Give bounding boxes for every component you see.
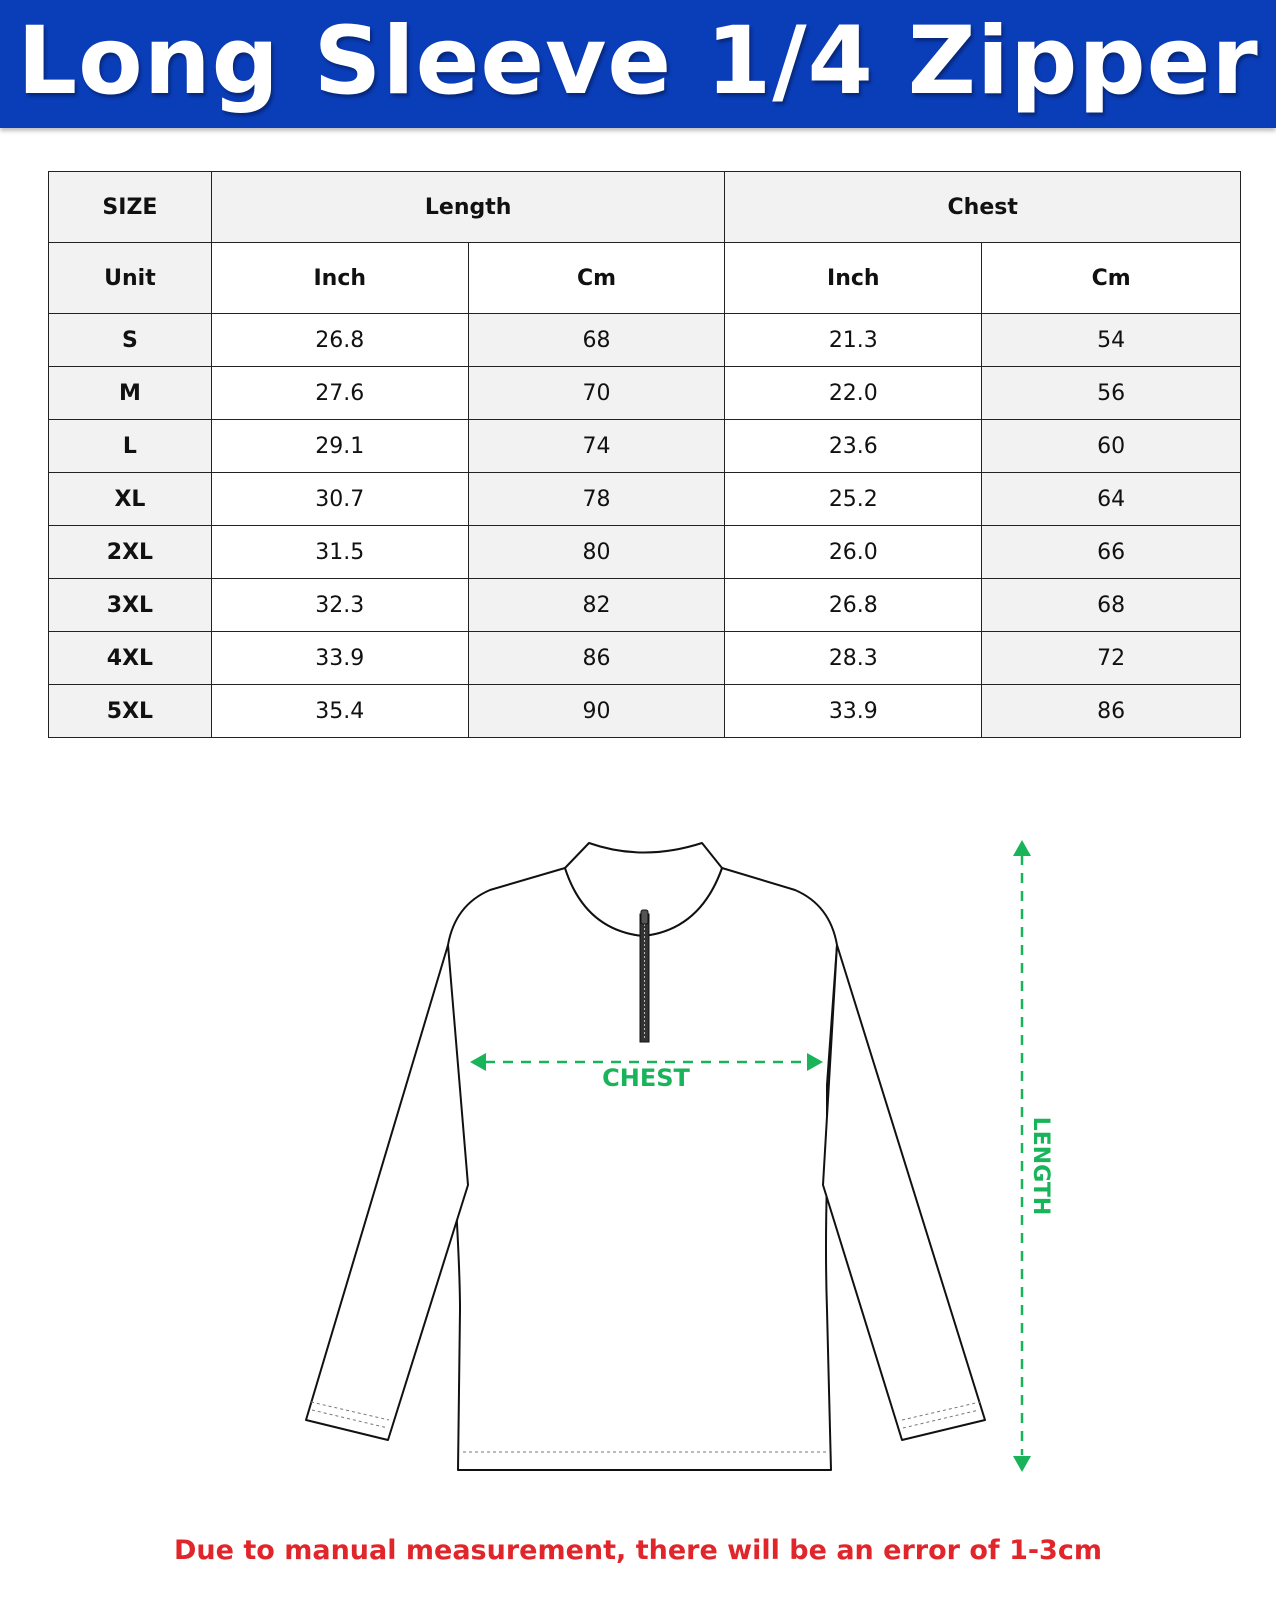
chest-cm-cell: 60 <box>982 420 1241 473</box>
length-inch-cell: 35.4 <box>211 685 468 738</box>
chest-cm-cell: 72 <box>982 632 1241 685</box>
length-inch-cell: 33.9 <box>211 632 468 685</box>
table-row <box>49 420 1241 473</box>
chest-label: CHEST <box>602 1064 690 1092</box>
chest-inch-cell: 26.0 <box>725 526 982 579</box>
length-inch-cell: 32.3 <box>211 579 468 632</box>
length-cm-cell: 70 <box>468 367 725 420</box>
chest-cm-cell: 64 <box>982 473 1241 526</box>
chest-header: Chest <box>725 172 1241 243</box>
length-cm-cell: 74 <box>468 420 725 473</box>
chest-cm-cell: 86 <box>982 685 1241 738</box>
unit-header-row <box>49 243 1241 314</box>
table-row <box>49 685 1241 738</box>
table-row <box>49 314 1241 367</box>
unit-header: Unit <box>49 243 212 314</box>
size-cell: 3XL <box>49 579 212 632</box>
length-cm-cell: 78 <box>468 473 725 526</box>
page-title: Long Sleeve 1/4 Zipper <box>17 7 1259 116</box>
table-header-row <box>49 172 1241 243</box>
chest-cm-cell: 68 <box>982 579 1241 632</box>
length-cm-header: Cm <box>468 243 725 314</box>
chest-cm-cell: 66 <box>982 526 1241 579</box>
length-header: Length <box>211 172 725 243</box>
chest-cm-cell: 54 <box>982 314 1241 367</box>
chest-inch-cell: 28.3 <box>725 632 982 685</box>
length-cm-cell: 86 <box>468 632 725 685</box>
length-cm-cell: 82 <box>468 579 725 632</box>
size-header: SIZE <box>49 172 212 243</box>
table-row <box>49 526 1241 579</box>
chest-cm-cell: 56 <box>982 367 1241 420</box>
zipper <box>640 910 649 1042</box>
chest-inch-cell: 21.3 <box>725 314 982 367</box>
size-cell: M <box>49 367 212 420</box>
length-inch-cell: 31.5 <box>211 526 468 579</box>
size-cell: 2XL <box>49 526 212 579</box>
chest-inch-cell: 25.2 <box>725 473 982 526</box>
size-cell: XL <box>49 473 212 526</box>
shirt-diagram <box>0 820 1276 1500</box>
chest-inch-cell: 33.9 <box>725 685 982 738</box>
length-label: LENGTH <box>1028 1116 1053 1216</box>
size-cell: 4XL <box>49 632 212 685</box>
length-inch-cell: 30.7 <box>211 473 468 526</box>
chest-cm-header: Cm <box>982 243 1241 314</box>
size-cell: S <box>49 314 212 367</box>
length-inch-cell: 26.8 <box>211 314 468 367</box>
table-row <box>49 473 1241 526</box>
size-cell: 5XL <box>49 685 212 738</box>
length-cm-cell: 68 <box>468 314 725 367</box>
length-cm-cell: 90 <box>468 685 725 738</box>
chest-inch-header: Inch <box>725 243 982 314</box>
chest-inch-cell: 26.8 <box>725 579 982 632</box>
table-row <box>49 632 1241 685</box>
chest-inch-cell: 22.0 <box>725 367 982 420</box>
length-inch-cell: 29.1 <box>211 420 468 473</box>
table-row <box>49 579 1241 632</box>
title-banner <box>0 0 1276 128</box>
size-cell: L <box>49 420 212 473</box>
length-inch-header: Inch <box>211 243 468 314</box>
measurement-note: Due to manual measurement, there will be an error of 1-3cm <box>174 1535 1102 1566</box>
length-inch-cell: 27.6 <box>211 367 468 420</box>
length-cm-cell: 80 <box>468 526 725 579</box>
size-chart-table <box>48 171 1241 738</box>
table-row <box>49 367 1241 420</box>
chest-inch-cell: 23.6 <box>725 420 982 473</box>
